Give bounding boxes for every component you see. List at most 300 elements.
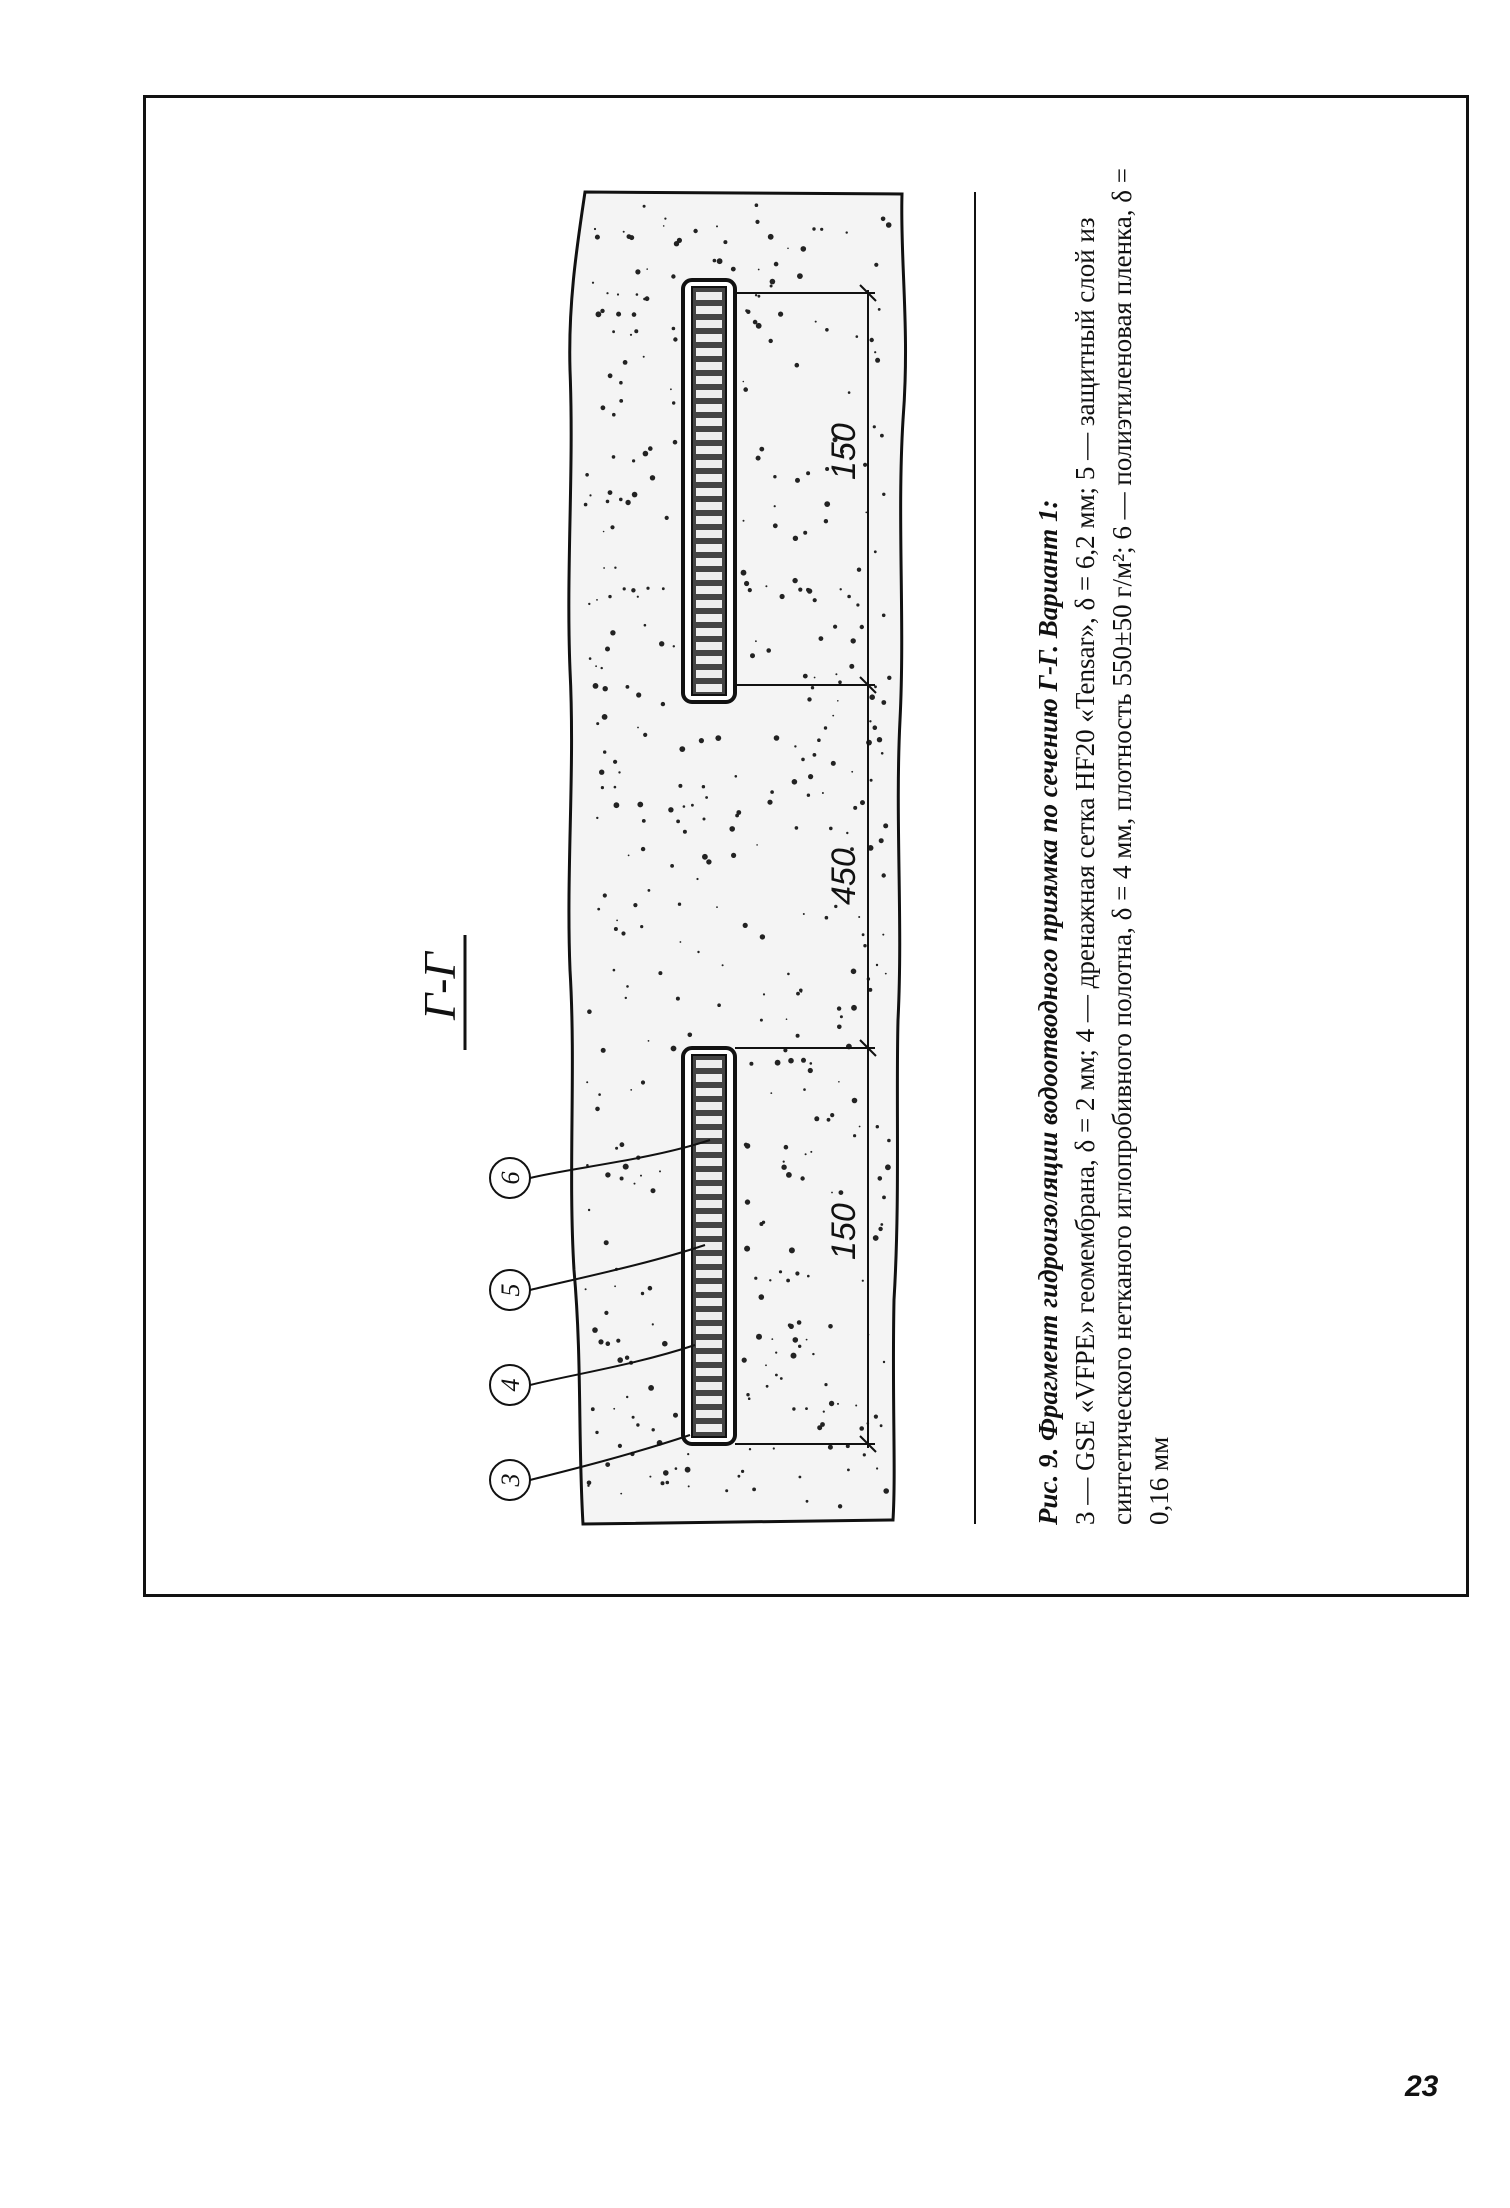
aggregate-dot bbox=[883, 1488, 889, 1494]
aggregate-dot bbox=[722, 964, 724, 966]
right-channel bbox=[683, 280, 735, 702]
aggregate-dot bbox=[617, 293, 619, 295]
aggregate-dot bbox=[636, 293, 639, 296]
caption-body: 3 — GSE «VFPE» геомембрана, δ = 2 мм; 4 — дренажная сетка HF20 «Tensar», δ = 6,2 мм; 5 — защитный слой из синтетического нетканого иглопробивного полотна, δ = 4 мм, плотность 550±50 г/м²; 6 — полиэтиленовая пленка, δ = 0,16 мм bbox=[1070, 168, 1174, 1525]
drainage-net-cell bbox=[696, 544, 722, 552]
aggregate-dot bbox=[775, 1352, 777, 1354]
aggregate-dot bbox=[658, 971, 662, 975]
aggregate-dot bbox=[596, 599, 598, 601]
aggregate-dot bbox=[810, 1151, 812, 1153]
aggregate-dot bbox=[882, 934, 884, 936]
aggregate-dot bbox=[876, 1467, 878, 1469]
aggregate-dot bbox=[587, 1481, 592, 1486]
aggregate-dot bbox=[775, 1060, 781, 1066]
aggregate-dot bbox=[807, 1275, 810, 1278]
aggregate-dot bbox=[633, 903, 637, 907]
aggregate-dot bbox=[881, 700, 886, 705]
aggregate-dot bbox=[743, 381, 745, 383]
aggregate-dot bbox=[873, 425, 876, 428]
aggregate-dot bbox=[832, 715, 834, 717]
aggregate-dot bbox=[793, 536, 798, 541]
aggregate-dot bbox=[608, 373, 613, 378]
aggregate-dot bbox=[755, 220, 759, 224]
aggregate-dot bbox=[612, 455, 616, 459]
aggregate-dot bbox=[741, 570, 747, 576]
aggregate-dot bbox=[619, 498, 623, 502]
aggregate-dot bbox=[595, 235, 600, 240]
drainage-net-cell bbox=[696, 1214, 722, 1222]
aggregate-dot bbox=[673, 1413, 678, 1418]
aggregate-dot bbox=[663, 225, 665, 227]
aggregate-dot bbox=[606, 292, 608, 294]
aggregate-dot bbox=[626, 685, 630, 689]
drainage-net-cell bbox=[696, 684, 722, 692]
aggregate-dot bbox=[643, 205, 646, 208]
aggregate-dot bbox=[803, 913, 805, 915]
aggregate-dot bbox=[874, 351, 876, 353]
aggregate-dot bbox=[837, 1025, 842, 1030]
aggregate-dot bbox=[853, 1134, 856, 1137]
aggregate-dot bbox=[806, 1339, 808, 1341]
aggregate-dot bbox=[829, 1401, 834, 1406]
aggregate-dot bbox=[672, 327, 676, 331]
aggregate-dot bbox=[664, 218, 666, 220]
aggregate-dot bbox=[851, 1005, 857, 1011]
aggregate-dot bbox=[873, 725, 878, 730]
aggregate-dot bbox=[859, 1126, 861, 1128]
aggregate-dot bbox=[731, 267, 736, 272]
aggregate-dot bbox=[632, 312, 637, 317]
aggregate-dot bbox=[632, 492, 638, 498]
aggregate-dot bbox=[670, 388, 672, 390]
aggregate-dot bbox=[703, 818, 706, 821]
aggregate-dot bbox=[601, 667, 603, 669]
aggregate-dot bbox=[813, 753, 817, 757]
aggregate-dot bbox=[803, 674, 808, 679]
aggregate-dot bbox=[759, 1294, 765, 1300]
aggregate-dot bbox=[738, 1475, 741, 1478]
aggregate-dot bbox=[878, 1227, 882, 1231]
aggregate-dot bbox=[643, 451, 649, 457]
aggregate-dot bbox=[676, 997, 680, 1001]
aggregate-dot bbox=[702, 854, 708, 860]
aggregate-dot bbox=[862, 933, 865, 936]
aggregate-dot bbox=[852, 1098, 858, 1104]
aggregate-dot bbox=[817, 738, 821, 742]
aggregate-dot bbox=[640, 925, 643, 928]
aggregate-dot bbox=[811, 686, 814, 689]
aggregate-dot bbox=[688, 1033, 693, 1038]
aggregate-dot bbox=[652, 1428, 655, 1431]
aggregate-dot bbox=[608, 490, 613, 495]
aggregate-dot bbox=[856, 603, 859, 606]
aggregate-dot bbox=[665, 516, 669, 520]
drainage-net-cell bbox=[696, 1354, 722, 1362]
aggregate-dot bbox=[770, 1092, 772, 1094]
drainage-net-cell bbox=[696, 1256, 722, 1264]
aggregate-dot bbox=[830, 1113, 834, 1117]
aggregate-dot bbox=[873, 1235, 879, 1241]
aggregate-dot bbox=[678, 784, 682, 788]
aggregate-dot bbox=[595, 1107, 600, 1112]
aggregate-dot bbox=[687, 1453, 689, 1455]
aggregate-dot bbox=[743, 923, 748, 928]
aggregate-dot bbox=[608, 595, 611, 598]
aggregate-dot bbox=[706, 859, 711, 864]
aggregate-dot bbox=[645, 296, 650, 301]
drainage-net-cell bbox=[696, 1382, 722, 1390]
dimension-span: 450 bbox=[825, 848, 863, 905]
aggregate-dot bbox=[789, 1324, 794, 1329]
aggregate-dot bbox=[820, 228, 823, 231]
aggregate-dot bbox=[612, 330, 615, 333]
aggregate-dot bbox=[759, 1222, 763, 1226]
aggregate-dot bbox=[787, 248, 789, 250]
aggregate-dot bbox=[860, 625, 864, 629]
aggregate-dot bbox=[848, 391, 851, 394]
aggregate-dot bbox=[846, 231, 848, 233]
aggregate-dot bbox=[636, 1423, 639, 1426]
left-channel bbox=[683, 1048, 735, 1444]
aggregate-dot bbox=[594, 228, 596, 230]
aggregate-dot bbox=[725, 1489, 728, 1492]
aggregate-dot bbox=[881, 752, 884, 755]
callout-number: 3 bbox=[496, 1473, 525, 1487]
aggregate-dot bbox=[634, 1183, 636, 1185]
drainage-net-cell bbox=[696, 516, 722, 524]
aggregate-dot bbox=[636, 692, 641, 697]
aggregate-dot bbox=[887, 1139, 891, 1143]
drainage-net-cell bbox=[696, 446, 722, 454]
aggregate-dot bbox=[670, 864, 674, 868]
aggregate-dot bbox=[770, 279, 776, 285]
aggregate-dot bbox=[792, 578, 797, 583]
drainage-net-cell bbox=[696, 1396, 722, 1404]
drainage-net-cell bbox=[696, 502, 722, 510]
drainage-net-cell bbox=[696, 1270, 722, 1278]
aggregate-dot bbox=[662, 587, 665, 590]
aggregate-dot bbox=[855, 1405, 857, 1407]
drainage-net-cell bbox=[696, 572, 722, 580]
aggregate-dot bbox=[596, 722, 599, 725]
aggregate-dot bbox=[671, 274, 675, 278]
aggregate-dot bbox=[833, 625, 837, 629]
aggregate-dot bbox=[743, 387, 748, 392]
aggregate-dot bbox=[748, 588, 752, 592]
aggregate-dot bbox=[586, 1081, 588, 1083]
aggregate-dot bbox=[857, 568, 861, 572]
aggregate-dot bbox=[632, 1416, 635, 1419]
drainage-net-cell bbox=[696, 1298, 722, 1306]
aggregate-dot bbox=[760, 1019, 763, 1022]
aggregate-dot bbox=[618, 771, 620, 773]
figure-caption bbox=[1030, 125, 1178, 1525]
aggregate-dot bbox=[603, 893, 607, 897]
aggregate-dot bbox=[881, 217, 886, 222]
aggregate-dot bbox=[606, 500, 610, 504]
aggregate-dot bbox=[828, 1445, 833, 1450]
aggregate-dot bbox=[683, 805, 686, 808]
aggregate-dot bbox=[666, 1481, 670, 1485]
aggregate-dot bbox=[791, 1353, 797, 1359]
aggregate-dot bbox=[615, 1147, 618, 1150]
aggregate-dot bbox=[646, 268, 648, 270]
drainage-net-cell bbox=[696, 1368, 722, 1376]
aggregate-dot bbox=[748, 1397, 751, 1400]
aggregate-dot bbox=[886, 222, 892, 228]
aggregate-dot bbox=[865, 512, 867, 514]
aggregate-dot bbox=[605, 1462, 610, 1467]
drainage-net-cell bbox=[696, 1410, 722, 1418]
aggregate-dot bbox=[610, 525, 614, 529]
drainage-net-cell bbox=[696, 656, 722, 664]
aggregate-dot bbox=[806, 471, 810, 475]
aggregate-dot bbox=[815, 321, 817, 323]
aggregate-dot bbox=[767, 800, 772, 805]
aggregate-dot bbox=[807, 697, 811, 701]
aggregate-dot bbox=[749, 1062, 753, 1066]
aggregate-dot bbox=[587, 1009, 592, 1014]
aggregate-dot bbox=[880, 1424, 883, 1427]
aggregate-dot bbox=[760, 934, 765, 939]
aggregate-dot bbox=[646, 587, 649, 590]
aggregate-dot bbox=[805, 1153, 807, 1155]
aggregate-dot bbox=[812, 227, 815, 230]
aggregate-dot bbox=[631, 588, 635, 592]
drainage-net-cell bbox=[696, 1340, 722, 1348]
aggregate-dot bbox=[614, 567, 616, 569]
aggregate-dot bbox=[685, 1467, 691, 1473]
aggregate-dot bbox=[612, 413, 616, 417]
aggregate-dot bbox=[673, 645, 675, 647]
aggregate-dot bbox=[823, 1411, 825, 1413]
aggregate-dot bbox=[595, 665, 597, 667]
aggregate-dot bbox=[648, 1286, 653, 1291]
aggregate-dot bbox=[696, 878, 698, 880]
drainage-net-cell bbox=[696, 586, 722, 594]
aggregate-dot bbox=[693, 229, 697, 233]
aggregate-dot bbox=[623, 1164, 629, 1170]
aggregate-dot bbox=[856, 335, 859, 338]
dimension-left-pad: 150 bbox=[825, 1203, 863, 1260]
aggregate-dot bbox=[882, 873, 886, 877]
aggregate-dot bbox=[882, 1196, 886, 1200]
aggregate-dot bbox=[825, 916, 829, 920]
aggregate-dot bbox=[799, 1476, 802, 1479]
aggregate-dot bbox=[863, 944, 866, 947]
aggregate-dot bbox=[794, 745, 796, 747]
aggregate-dot bbox=[838, 680, 842, 684]
aggregate-dot bbox=[745, 309, 748, 312]
aggregate-dot bbox=[620, 1142, 625, 1147]
aggregate-dot bbox=[798, 1345, 801, 1348]
aggregate-dot bbox=[591, 1407, 595, 1411]
aggregate-dot bbox=[869, 694, 875, 700]
drainage-net-cell bbox=[696, 530, 722, 538]
aggregate-dot bbox=[630, 334, 632, 336]
aggregate-dot bbox=[860, 800, 865, 805]
drainage-net-cell bbox=[696, 1326, 722, 1334]
aggregate-dot bbox=[717, 258, 723, 264]
aggregate-dot bbox=[735, 775, 738, 778]
aggregate-dot bbox=[613, 760, 617, 764]
aggregate-dot bbox=[847, 595, 851, 599]
aggregate-dot bbox=[717, 1003, 721, 1007]
aggregate-dot bbox=[808, 774, 813, 779]
aggregate-dot bbox=[588, 603, 590, 605]
aggregate-dot bbox=[603, 531, 605, 533]
aggregate-dot bbox=[773, 523, 778, 528]
aggregate-dot bbox=[642, 819, 646, 823]
aggregate-dot bbox=[870, 338, 874, 342]
aggregate-dot bbox=[801, 1058, 806, 1063]
drainage-net-cell bbox=[696, 1424, 722, 1432]
aggregate-dot bbox=[691, 804, 694, 807]
drainage-net-cell bbox=[696, 460, 722, 468]
aggregate-dot bbox=[741, 1470, 744, 1473]
aggregate-dot bbox=[620, 1177, 624, 1181]
aggregate-dot bbox=[879, 838, 884, 843]
aggregate-dot bbox=[663, 1470, 669, 1476]
aggregate-dot bbox=[597, 908, 600, 911]
aggregate-dot bbox=[742, 1358, 747, 1363]
aggregate-dot bbox=[637, 596, 639, 598]
aggregate-dot bbox=[592, 282, 594, 284]
aggregate-dot bbox=[774, 262, 779, 267]
aggregate-dot bbox=[613, 969, 616, 972]
aggregate-dot bbox=[765, 1364, 767, 1366]
aggregate-dot bbox=[885, 1164, 891, 1170]
aggregate-dot bbox=[846, 832, 848, 834]
aggregate-dot bbox=[585, 1288, 587, 1290]
aggregate-dot bbox=[801, 246, 807, 252]
aggregate-dot bbox=[677, 238, 682, 243]
callout-number: 4 bbox=[496, 1378, 525, 1392]
aggregate-dot bbox=[688, 1485, 690, 1487]
aggregate-dot bbox=[863, 463, 867, 467]
aggregate-dot bbox=[839, 1190, 844, 1195]
aggregate-dot bbox=[775, 1374, 778, 1377]
aggregate-dot bbox=[883, 823, 888, 828]
aggregate-dot bbox=[731, 853, 736, 858]
aggregate-dot bbox=[605, 647, 610, 652]
aggregate-dot bbox=[754, 1277, 757, 1280]
aggregate-dot bbox=[770, 790, 774, 794]
drainage-net-cell bbox=[696, 614, 722, 622]
aggregate-dot bbox=[824, 726, 827, 729]
aggregate-dot bbox=[614, 802, 620, 808]
aggregate-dot bbox=[756, 456, 761, 461]
aggregate-dot bbox=[849, 664, 854, 669]
aggregate-dot bbox=[883, 1361, 885, 1363]
aggregate-dot bbox=[589, 657, 592, 660]
aggregate-dot bbox=[599, 770, 604, 775]
aggregate-dot bbox=[803, 1088, 806, 1091]
aggregate-dot bbox=[806, 1500, 809, 1503]
aggregate-dot bbox=[679, 746, 685, 752]
aggregate-dot bbox=[648, 1385, 654, 1391]
aggregate-dot bbox=[885, 973, 887, 975]
aggregate-dot bbox=[880, 434, 884, 438]
aggregate-dot bbox=[637, 727, 639, 729]
aggregate-dot bbox=[625, 997, 627, 999]
aggregate-dot bbox=[813, 598, 817, 602]
aggregate-dot bbox=[771, 1338, 773, 1340]
aggregate-dot bbox=[735, 814, 739, 818]
aggregate-dot bbox=[616, 920, 618, 922]
aggregate-dot bbox=[824, 1383, 827, 1386]
aggregate-dot bbox=[851, 771, 853, 773]
aggregate-dot bbox=[786, 1172, 792, 1178]
aggregate-dot bbox=[808, 1068, 813, 1073]
aggregate-dot bbox=[796, 992, 800, 996]
aggregate-dot bbox=[584, 503, 588, 507]
aggregate-dot bbox=[882, 614, 886, 618]
aggregate-dot bbox=[621, 931, 625, 935]
aggregate-dot bbox=[620, 1493, 622, 1495]
aggregate-dot bbox=[648, 446, 653, 451]
aggregate-dot bbox=[673, 440, 678, 445]
aggregate-dot bbox=[601, 1048, 606, 1053]
drainage-net-cell bbox=[696, 1284, 722, 1292]
page-number: 23 bbox=[1405, 2070, 1439, 2103]
aggregate-dot bbox=[807, 794, 810, 797]
aggregate-dot bbox=[755, 640, 757, 642]
aggregate-dot bbox=[626, 985, 629, 988]
drainage-net-cell bbox=[696, 488, 722, 496]
aggregate-dot bbox=[862, 1280, 864, 1282]
aggregate-dot bbox=[641, 1292, 644, 1295]
aggregate-dot bbox=[840, 588, 842, 590]
drainage-net-cell bbox=[696, 418, 722, 426]
aggregate-dot bbox=[875, 358, 880, 363]
drainage-net-cell bbox=[696, 1186, 722, 1194]
aggregate-dot bbox=[795, 1271, 799, 1275]
aggregate-dot bbox=[715, 735, 721, 741]
aggregate-dot bbox=[755, 203, 759, 207]
drainage-net-cell bbox=[696, 334, 722, 342]
aggregate-dot bbox=[755, 294, 757, 296]
aggregate-dot bbox=[795, 826, 799, 830]
aggregate-dot bbox=[781, 1165, 786, 1170]
drainage-net-cell bbox=[696, 1116, 722, 1124]
aggregate-dot bbox=[649, 1476, 651, 1478]
aggregate-dot bbox=[824, 501, 830, 507]
drainage-net-cell bbox=[696, 1158, 722, 1166]
aggregate-dot bbox=[831, 1192, 833, 1194]
aggregate-dot bbox=[752, 1488, 756, 1492]
aggregate-dot bbox=[614, 1285, 616, 1287]
aggregate-dot bbox=[589, 494, 591, 496]
callout-number: 6 bbox=[496, 1171, 525, 1185]
aggregate-dot bbox=[763, 993, 765, 995]
aggregate-dot bbox=[673, 337, 677, 341]
aggregate-dot bbox=[827, 1118, 831, 1122]
aggregate-dot bbox=[837, 1006, 841, 1010]
aggregate-dot bbox=[672, 401, 675, 404]
aggregate-dot bbox=[780, 1377, 783, 1380]
drainage-net-cell bbox=[696, 1200, 722, 1208]
aggregate-dot bbox=[829, 827, 833, 831]
aggregate-dot bbox=[595, 1431, 598, 1434]
aggregate-dot bbox=[635, 269, 640, 274]
drainage-net-cell bbox=[696, 362, 722, 370]
drainage-net-cell bbox=[696, 404, 722, 412]
aggregate-dot bbox=[697, 951, 699, 953]
aggregate-dot bbox=[798, 588, 802, 592]
aggregate-dot bbox=[874, 550, 877, 553]
aggregate-dot bbox=[593, 683, 599, 689]
